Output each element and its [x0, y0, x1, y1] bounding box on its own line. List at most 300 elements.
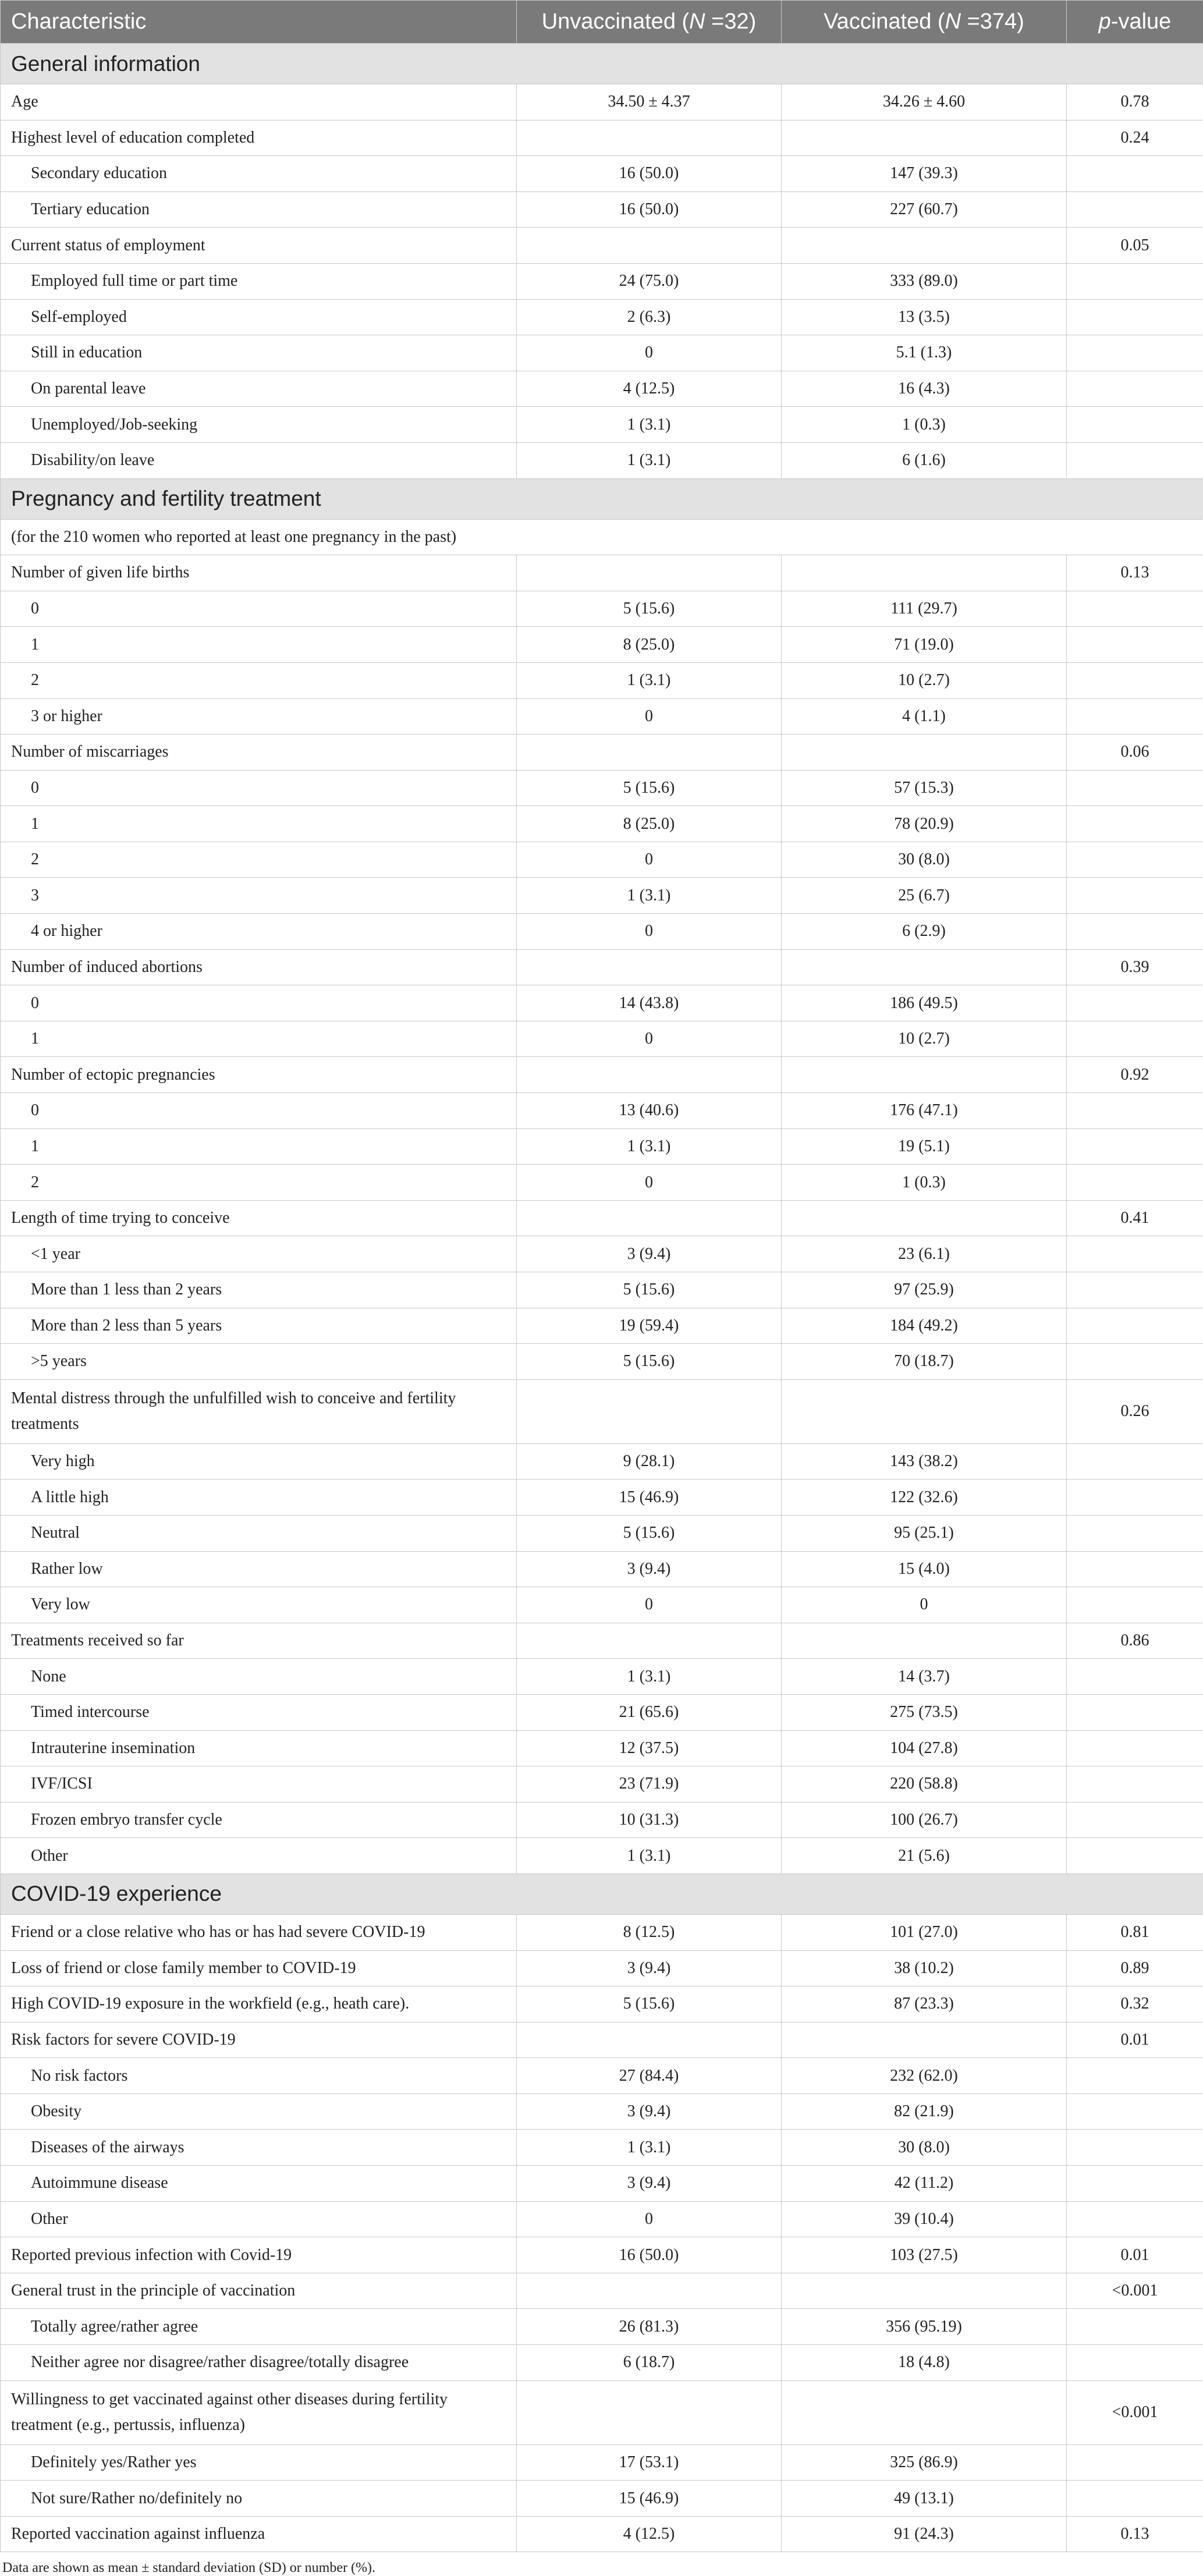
cell-unvaccinated: [517, 228, 782, 264]
header-unvaccinated: [517, 1, 782, 44]
cell-pvalue: [1067, 698, 1203, 735]
cell-pvalue: 0.01: [1067, 2237, 1203, 2273]
table-header: [1, 1, 1203, 44]
row-label: Neutral: [1, 1515, 517, 1551]
cell-vaccinated: 34.26 ± 4.60: [782, 84, 1067, 120]
cell-pvalue: 0.26: [1067, 1379, 1203, 1443]
cell-unvaccinated: [517, 2273, 782, 2309]
cell-unvaccinated: [517, 555, 782, 591]
cell-vaccinated: 97 (25.9): [782, 1272, 1067, 1308]
cell-unvaccinated: 13 (40.6): [517, 1093, 782, 1129]
cell-pvalue: [1067, 1093, 1203, 1129]
cell-unvaccinated: 0: [517, 335, 782, 371]
row-label: General trust in the principle of vaccination: [1, 2273, 517, 2309]
cell-unvaccinated: 6 (18.7): [517, 2345, 782, 2381]
row-label: Employed full time or part time: [1, 263, 517, 299]
cell-unvaccinated: 4 (12.5): [517, 371, 782, 407]
cell-pvalue: [1067, 1236, 1203, 1272]
row-label: >5 years: [1, 1344, 517, 1380]
cell-pvalue: [1067, 156, 1203, 192]
cell-unvaccinated: 27 (84.4): [517, 2058, 782, 2094]
cell-vaccinated: [782, 1200, 1067, 1236]
cell-unvaccinated: 0: [517, 1587, 782, 1623]
row-label: Current status of employment: [1, 228, 517, 264]
cell-pvalue: [1067, 878, 1203, 914]
cell-pvalue: [1067, 770, 1203, 806]
header-row: [1, 1, 1203, 44]
cell-vaccinated: 325 (86.9): [782, 2444, 1067, 2481]
cell-vaccinated: [782, 228, 1067, 264]
cell-pvalue: [1067, 2345, 1203, 2381]
cell-pvalue: [1067, 2166, 1203, 2202]
header-vaccinated: [782, 1, 1067, 44]
cell-pvalue: [1067, 1551, 1203, 1587]
table-row: [1, 407, 1203, 443]
row-label: Frozen embryo transfer cycle: [1, 1802, 517, 1838]
cell-vaccinated: 15 (4.0): [782, 1551, 1067, 1587]
cell-vaccinated: 184 (49.2): [782, 1308, 1067, 1344]
row-label: 1: [1, 627, 517, 663]
cell-pvalue: [1067, 1587, 1203, 1623]
cell-vaccinated: 6 (2.9): [782, 914, 1067, 950]
cell-pvalue: [1067, 1165, 1203, 1201]
cell-pvalue: [1067, 1021, 1203, 1057]
table-row: [1, 519, 1203, 555]
cell-unvaccinated: 1 (3.1): [517, 1129, 782, 1165]
cell-pvalue: [1067, 985, 1203, 1021]
row-label: Number of ectopic pregnancies: [1, 1057, 517, 1093]
cell-vaccinated: 23 (6.1): [782, 1236, 1067, 1272]
cell-pvalue: [1067, 1272, 1203, 1308]
cell-pvalue: <0.001: [1067, 2273, 1203, 2309]
cell-unvaccinated: 16 (50.0): [517, 156, 782, 192]
cell-vaccinated: [782, 1057, 1067, 1093]
cell-unvaccinated: 1 (3.1): [517, 407, 782, 443]
cell-pvalue: [1067, 842, 1203, 878]
cell-pvalue: [1067, 1479, 1203, 1516]
cell-vaccinated: 227 (60.7): [782, 191, 1067, 228]
row-label: Very high: [1, 1443, 517, 1479]
table-row: [1, 1623, 1203, 1659]
row-label: Risk factors for severe COVID-19: [1, 2022, 517, 2058]
cell-unvaccinated: 3 (9.4): [517, 1950, 782, 1986]
cell-vaccinated: 0: [782, 1587, 1067, 1623]
cell-unvaccinated: [517, 2022, 782, 2058]
row-label: Treatments received so far: [1, 1623, 517, 1659]
section-title: COVID-19 experience: [1, 1874, 1203, 1914]
table-row: [1, 1914, 1203, 1950]
cell-pvalue: [1067, 1802, 1203, 1838]
row-label: Still in education: [1, 335, 517, 371]
cell-unvaccinated: 4 (12.5): [517, 2516, 782, 2552]
header-vaccinated-label: Vaccinated (N =374): [824, 9, 1024, 34]
table-row: [1, 299, 1203, 335]
cell-unvaccinated: [517, 1379, 782, 1443]
cell-vaccinated: 39 (10.4): [782, 2201, 1067, 2237]
row-label: More than 2 less than 5 years: [1, 1308, 517, 1344]
cell-unvaccinated: 5 (15.6): [517, 1515, 782, 1551]
table-row: [1, 1443, 1203, 1479]
cell-vaccinated: [782, 949, 1067, 985]
cell-pvalue: 0.86: [1067, 1623, 1203, 1659]
table-row: [1, 555, 1203, 591]
table-row: [1, 878, 1203, 914]
cell-unvaccinated: 5 (15.6): [517, 770, 782, 806]
cell-pvalue: [1067, 1730, 1203, 1766]
cell-pvalue: [1067, 263, 1203, 299]
cell-vaccinated: [782, 1379, 1067, 1443]
cell-unvaccinated: 14 (43.8): [517, 985, 782, 1021]
row-label: A little high: [1, 1479, 517, 1516]
cell-unvaccinated: 5 (15.6): [517, 1272, 782, 1308]
row-label: Intrauterine insemination: [1, 1730, 517, 1766]
row-label: None: [1, 1659, 517, 1695]
row-label: Length of time trying to conceive: [1, 1200, 517, 1236]
cell-vaccinated: 70 (18.7): [782, 1344, 1067, 1380]
table-row: [1, 1057, 1203, 1093]
cell-pvalue: [1067, 2094, 1203, 2130]
cell-unvaccinated: 12 (37.5): [517, 1730, 782, 1766]
table-row: [1, 2201, 1203, 2237]
row-label: <1 year: [1, 1236, 517, 1272]
table-row: [1, 1344, 1203, 1380]
table-row: [1, 442, 1203, 478]
cell-unvaccinated: [517, 1623, 782, 1659]
cell-pvalue: [1067, 662, 1203, 698]
table-row: [1, 2166, 1203, 2202]
table-row: [1, 1021, 1203, 1057]
table-row: [1, 2273, 1203, 2309]
row-label: 1: [1, 1021, 517, 1057]
cell-pvalue: 0.01: [1067, 2022, 1203, 2058]
row-label: Tertiary education: [1, 191, 517, 228]
table-row: [1, 228, 1203, 264]
table-row: [1, 1950, 1203, 1986]
row-label: Neither agree nor disagree/rather disagree/totally disagree: [1, 2345, 517, 2381]
row-label: Reported vaccination against influenza: [1, 2516, 517, 2552]
table-row: [1, 371, 1203, 407]
cell-pvalue: 0.39: [1067, 949, 1203, 985]
cell-vaccinated: 19 (5.1): [782, 1129, 1067, 1165]
cell-pvalue: 0.24: [1067, 120, 1203, 156]
table-row: [1, 2444, 1203, 2481]
table-row: [1, 1272, 1203, 1308]
cell-unvaccinated: 10 (31.3): [517, 1802, 782, 1838]
table-row: [1, 2094, 1203, 2130]
row-label: Other: [1, 1838, 517, 1874]
cell-vaccinated: [782, 120, 1067, 156]
table-row: [1, 2516, 1203, 2552]
row-label: More than 1 less than 2 years: [1, 1272, 517, 1308]
header-unvaccinated-label: Unvaccinated (N =32): [542, 9, 757, 34]
cell-unvaccinated: 0: [517, 842, 782, 878]
cell-pvalue: [1067, 2481, 1203, 2517]
cell-unvaccinated: 5 (15.6): [517, 1344, 782, 1380]
header-characteristic: Characteristic: [1, 1, 517, 44]
cell-vaccinated: 25 (6.7): [782, 878, 1067, 914]
row-label: Unemployed/Job-seeking: [1, 407, 517, 443]
cell-vaccinated: 5.1 (1.3): [782, 335, 1067, 371]
cell-vaccinated: 14 (3.7): [782, 1659, 1067, 1695]
cell-unvaccinated: 5 (15.6): [517, 1986, 782, 2023]
header-pvalue: [1067, 1, 1203, 44]
cell-vaccinated: 4 (1.1): [782, 698, 1067, 735]
cell-unvaccinated: 1 (3.1): [517, 442, 782, 478]
table-row: [1, 698, 1203, 735]
cell-vaccinated: 71 (19.0): [782, 627, 1067, 663]
table-row: [1, 2130, 1203, 2166]
cell-unvaccinated: 23 (71.9): [517, 1766, 782, 1803]
cell-vaccinated: [782, 2380, 1067, 2444]
cell-vaccinated: 18 (4.8): [782, 2345, 1067, 2381]
cell-unvaccinated: 0: [517, 914, 782, 950]
row-label: Number of induced abortions: [1, 949, 517, 985]
cell-vaccinated: 100 (26.7): [782, 1802, 1067, 1838]
cell-vaccinated: [782, 735, 1067, 771]
cell-pvalue: [1067, 442, 1203, 478]
table-row: [1, 335, 1203, 371]
row-label: IVF/ICSI: [1, 1766, 517, 1803]
cell-unvaccinated: 3 (9.4): [517, 1551, 782, 1587]
cell-unvaccinated: 3 (9.4): [517, 2094, 782, 2130]
table-row: [1, 120, 1203, 156]
table-row: [1, 985, 1203, 1021]
cell-vaccinated: 1 (0.3): [782, 1165, 1067, 1201]
cell-unvaccinated: 1 (3.1): [517, 1659, 782, 1695]
cell-unvaccinated: 34.50 ± 4.37: [517, 84, 782, 120]
table-row: [1, 1659, 1203, 1695]
cell-unvaccinated: 0: [517, 2201, 782, 2237]
table-row: [1, 735, 1203, 771]
cell-vaccinated: 101 (27.0): [782, 1914, 1067, 1950]
row-label: Number of miscarriages: [1, 735, 517, 771]
cell-pvalue: [1067, 1659, 1203, 1695]
row-label: 4 or higher: [1, 914, 517, 950]
table-row: [1, 1802, 1203, 1838]
cell-pvalue: [1067, 2309, 1203, 2345]
cell-pvalue: 0.92: [1067, 1057, 1203, 1093]
cell-vaccinated: 42 (11.2): [782, 2166, 1067, 2202]
cell-unvaccinated: 3 (9.4): [517, 1236, 782, 1272]
cell-pvalue: [1067, 806, 1203, 842]
cell-unvaccinated: 15 (46.9): [517, 1479, 782, 1516]
cell-vaccinated: 87 (23.3): [782, 1986, 1067, 2023]
cell-unvaccinated: 1 (3.1): [517, 2130, 782, 2166]
cell-vaccinated: 13 (3.5): [782, 299, 1067, 335]
cell-vaccinated: 186 (49.5): [782, 985, 1067, 1021]
row-label: 3 or higher: [1, 698, 517, 735]
cell-unvaccinated: 21 (65.6): [517, 1694, 782, 1730]
row-label: Rather low: [1, 1551, 517, 1587]
table-row: [1, 2345, 1203, 2381]
row-label: Age: [1, 84, 517, 120]
cell-unvaccinated: 15 (46.9): [517, 2481, 782, 2517]
table-row: [1, 2481, 1203, 2517]
cell-vaccinated: 91 (24.3): [782, 2516, 1067, 2552]
cell-pvalue: 0.89: [1067, 1950, 1203, 1986]
row-label: Mental distress through the unfulfilled wish to conceive and fertility treatments: [1, 1379, 517, 1443]
cell-vaccinated: 95 (25.1): [782, 1515, 1067, 1551]
cell-unvaccinated: 26 (81.3): [517, 2309, 782, 2345]
cell-pvalue: [1067, 591, 1203, 627]
cell-unvaccinated: 8 (25.0): [517, 806, 782, 842]
cell-pvalue: 0.13: [1067, 555, 1203, 591]
cell-vaccinated: 49 (13.1): [782, 2481, 1067, 2517]
cell-pvalue: <0.001: [1067, 2380, 1203, 2444]
cell-pvalue: 0.32: [1067, 1986, 1203, 2023]
row-label: 2: [1, 662, 517, 698]
table-row: [1, 1986, 1203, 2023]
cell-unvaccinated: 3 (9.4): [517, 2166, 782, 2202]
cell-vaccinated: 6 (1.6): [782, 442, 1067, 478]
row-label: Definitely yes/Rather yes: [1, 2444, 517, 2481]
table-row: [1, 2058, 1203, 2094]
cell-pvalue: 0.06: [1067, 735, 1203, 771]
row-label: 2: [1, 1165, 517, 1201]
table-row: [1, 1379, 1203, 1443]
cell-vaccinated: 30 (8.0): [782, 842, 1067, 878]
cell-pvalue: [1067, 1443, 1203, 1479]
cell-vaccinated: 57 (15.3): [782, 770, 1067, 806]
cell-unvaccinated: 16 (50.0): [517, 191, 782, 228]
cell-unvaccinated: 9 (28.1): [517, 1443, 782, 1479]
cell-unvaccinated: [517, 1200, 782, 1236]
cell-unvaccinated: 16 (50.0): [517, 2237, 782, 2273]
cell-vaccinated: 104 (27.8): [782, 1730, 1067, 1766]
cell-vaccinated: 21 (5.6): [782, 1838, 1067, 1874]
cell-unvaccinated: 5 (15.6): [517, 591, 782, 627]
table-row: [1, 191, 1203, 228]
row-label: Self-employed: [1, 299, 517, 335]
row-label: Highest level of education completed: [1, 120, 517, 156]
table-row: [1, 1129, 1203, 1165]
row-label: (for the 210 women who reported at least one pregnancy in the past): [1, 519, 1203, 555]
row-label: 3: [1, 878, 517, 914]
cell-unvaccinated: 17 (53.1): [517, 2444, 782, 2481]
cell-vaccinated: 1 (0.3): [782, 407, 1067, 443]
table-row: [1, 949, 1203, 985]
row-label: Totally agree/rather agree: [1, 2309, 517, 2345]
cell-vaccinated: [782, 555, 1067, 591]
cell-unvaccinated: [517, 2380, 782, 2444]
section-title: Pregnancy and fertility treatment: [1, 478, 1203, 519]
row-label: 0: [1, 985, 517, 1021]
table-row: [1, 806, 1203, 842]
cell-vaccinated: 176 (47.1): [782, 1093, 1067, 1129]
table-row: [1, 1766, 1203, 1803]
row-label: High COVID-19 exposure in the workfield (e.g., heath care).: [1, 1986, 517, 2023]
section-header-row: [1, 478, 1203, 519]
cell-pvalue: [1067, 2130, 1203, 2166]
row-label: Other: [1, 2201, 517, 2237]
cell-unvaccinated: 8 (25.0): [517, 627, 782, 663]
cell-unvaccinated: 1 (3.1): [517, 878, 782, 914]
cell-unvaccinated: [517, 735, 782, 771]
cell-unvaccinated: 1 (3.1): [517, 1838, 782, 1874]
cell-vaccinated: [782, 2273, 1067, 2309]
table-footnote: Data are shown as mean ± standard deviation (SD) or number (%).: [0, 2552, 1203, 2576]
cell-vaccinated: [782, 1623, 1067, 1659]
cell-unvaccinated: [517, 1057, 782, 1093]
cell-vaccinated: 16 (4.3): [782, 371, 1067, 407]
cell-vaccinated: 275 (73.5): [782, 1694, 1067, 1730]
cell-vaccinated: 356 (95.19): [782, 2309, 1067, 2345]
table-row: [1, 914, 1203, 950]
row-label: Very low: [1, 1587, 517, 1623]
cell-vaccinated: 147 (39.3): [782, 156, 1067, 192]
section-header-row: [1, 1874, 1203, 1914]
table-row: [1, 1200, 1203, 1236]
table-row: [1, 1479, 1203, 1516]
row-label: Number of given life births: [1, 555, 517, 591]
table-row: [1, 263, 1203, 299]
cell-vaccinated: 232 (62.0): [782, 2058, 1067, 2094]
cell-vaccinated: 333 (89.0): [782, 263, 1067, 299]
row-label: Obesity: [1, 2094, 517, 2130]
row-label: 0: [1, 770, 517, 806]
table-row: [1, 770, 1203, 806]
row-label: Friend or a close relative who has or has had severe COVID-19: [1, 1914, 517, 1950]
table-row: [1, 1838, 1203, 1874]
cell-pvalue: 0.81: [1067, 1914, 1203, 1950]
row-label: Loss of friend or close family member to COVID-19: [1, 1950, 517, 1986]
row-label: Secondary education: [1, 156, 517, 192]
cell-unvaccinated: 1 (3.1): [517, 662, 782, 698]
cell-vaccinated: 143 (38.2): [782, 1443, 1067, 1479]
cell-vaccinated: 111 (29.7): [782, 591, 1067, 627]
table-row: [1, 1730, 1203, 1766]
cell-unvaccinated: 0: [517, 1021, 782, 1057]
cell-pvalue: 0.05: [1067, 228, 1203, 264]
row-label: Willingness to get vaccinated against other diseases during fertility treatment (e.g., pertussis, influenza): [1, 2380, 517, 2444]
table-row: [1, 662, 1203, 698]
row-label: Diseases of the airways: [1, 2130, 517, 2166]
table-row: [1, 1165, 1203, 1201]
cell-pvalue: [1067, 2444, 1203, 2481]
cell-vaccinated: 10 (2.7): [782, 1021, 1067, 1057]
cell-pvalue: [1067, 1694, 1203, 1730]
table-row: [1, 842, 1203, 878]
section-title: General information: [1, 44, 1203, 84]
row-label: 1: [1, 1129, 517, 1165]
cell-vaccinated: 78 (20.9): [782, 806, 1067, 842]
cell-pvalue: [1067, 335, 1203, 371]
cell-pvalue: [1067, 299, 1203, 335]
row-label: Autoimmune disease: [1, 2166, 517, 2202]
row-label: 0: [1, 1093, 517, 1129]
cell-pvalue: 0.13: [1067, 2516, 1203, 2552]
table-row: [1, 2380, 1203, 2444]
row-label: 0: [1, 591, 517, 627]
table-row: [1, 1515, 1203, 1551]
header-pvalue-label: p-value: [1099, 9, 1172, 34]
table-row: [1, 1236, 1203, 1272]
cell-vaccinated: 220 (58.8): [782, 1766, 1067, 1803]
cell-pvalue: [1067, 1308, 1203, 1344]
cell-pvalue: [1067, 191, 1203, 228]
row-label: Not sure/Rather no/definitely no: [1, 2481, 517, 2517]
cell-unvaccinated: [517, 120, 782, 156]
table-row: [1, 156, 1203, 192]
cell-unvaccinated: 0: [517, 698, 782, 735]
table-row: [1, 1587, 1203, 1623]
cell-unvaccinated: 8 (12.5): [517, 1914, 782, 1950]
cell-pvalue: 0.41: [1067, 1200, 1203, 1236]
row-label: No risk factors: [1, 2058, 517, 2094]
table-body: [1, 44, 1203, 2552]
row-label: Disability/on leave: [1, 442, 517, 478]
row-label: Reported previous infection with Covid-19: [1, 2237, 517, 2273]
